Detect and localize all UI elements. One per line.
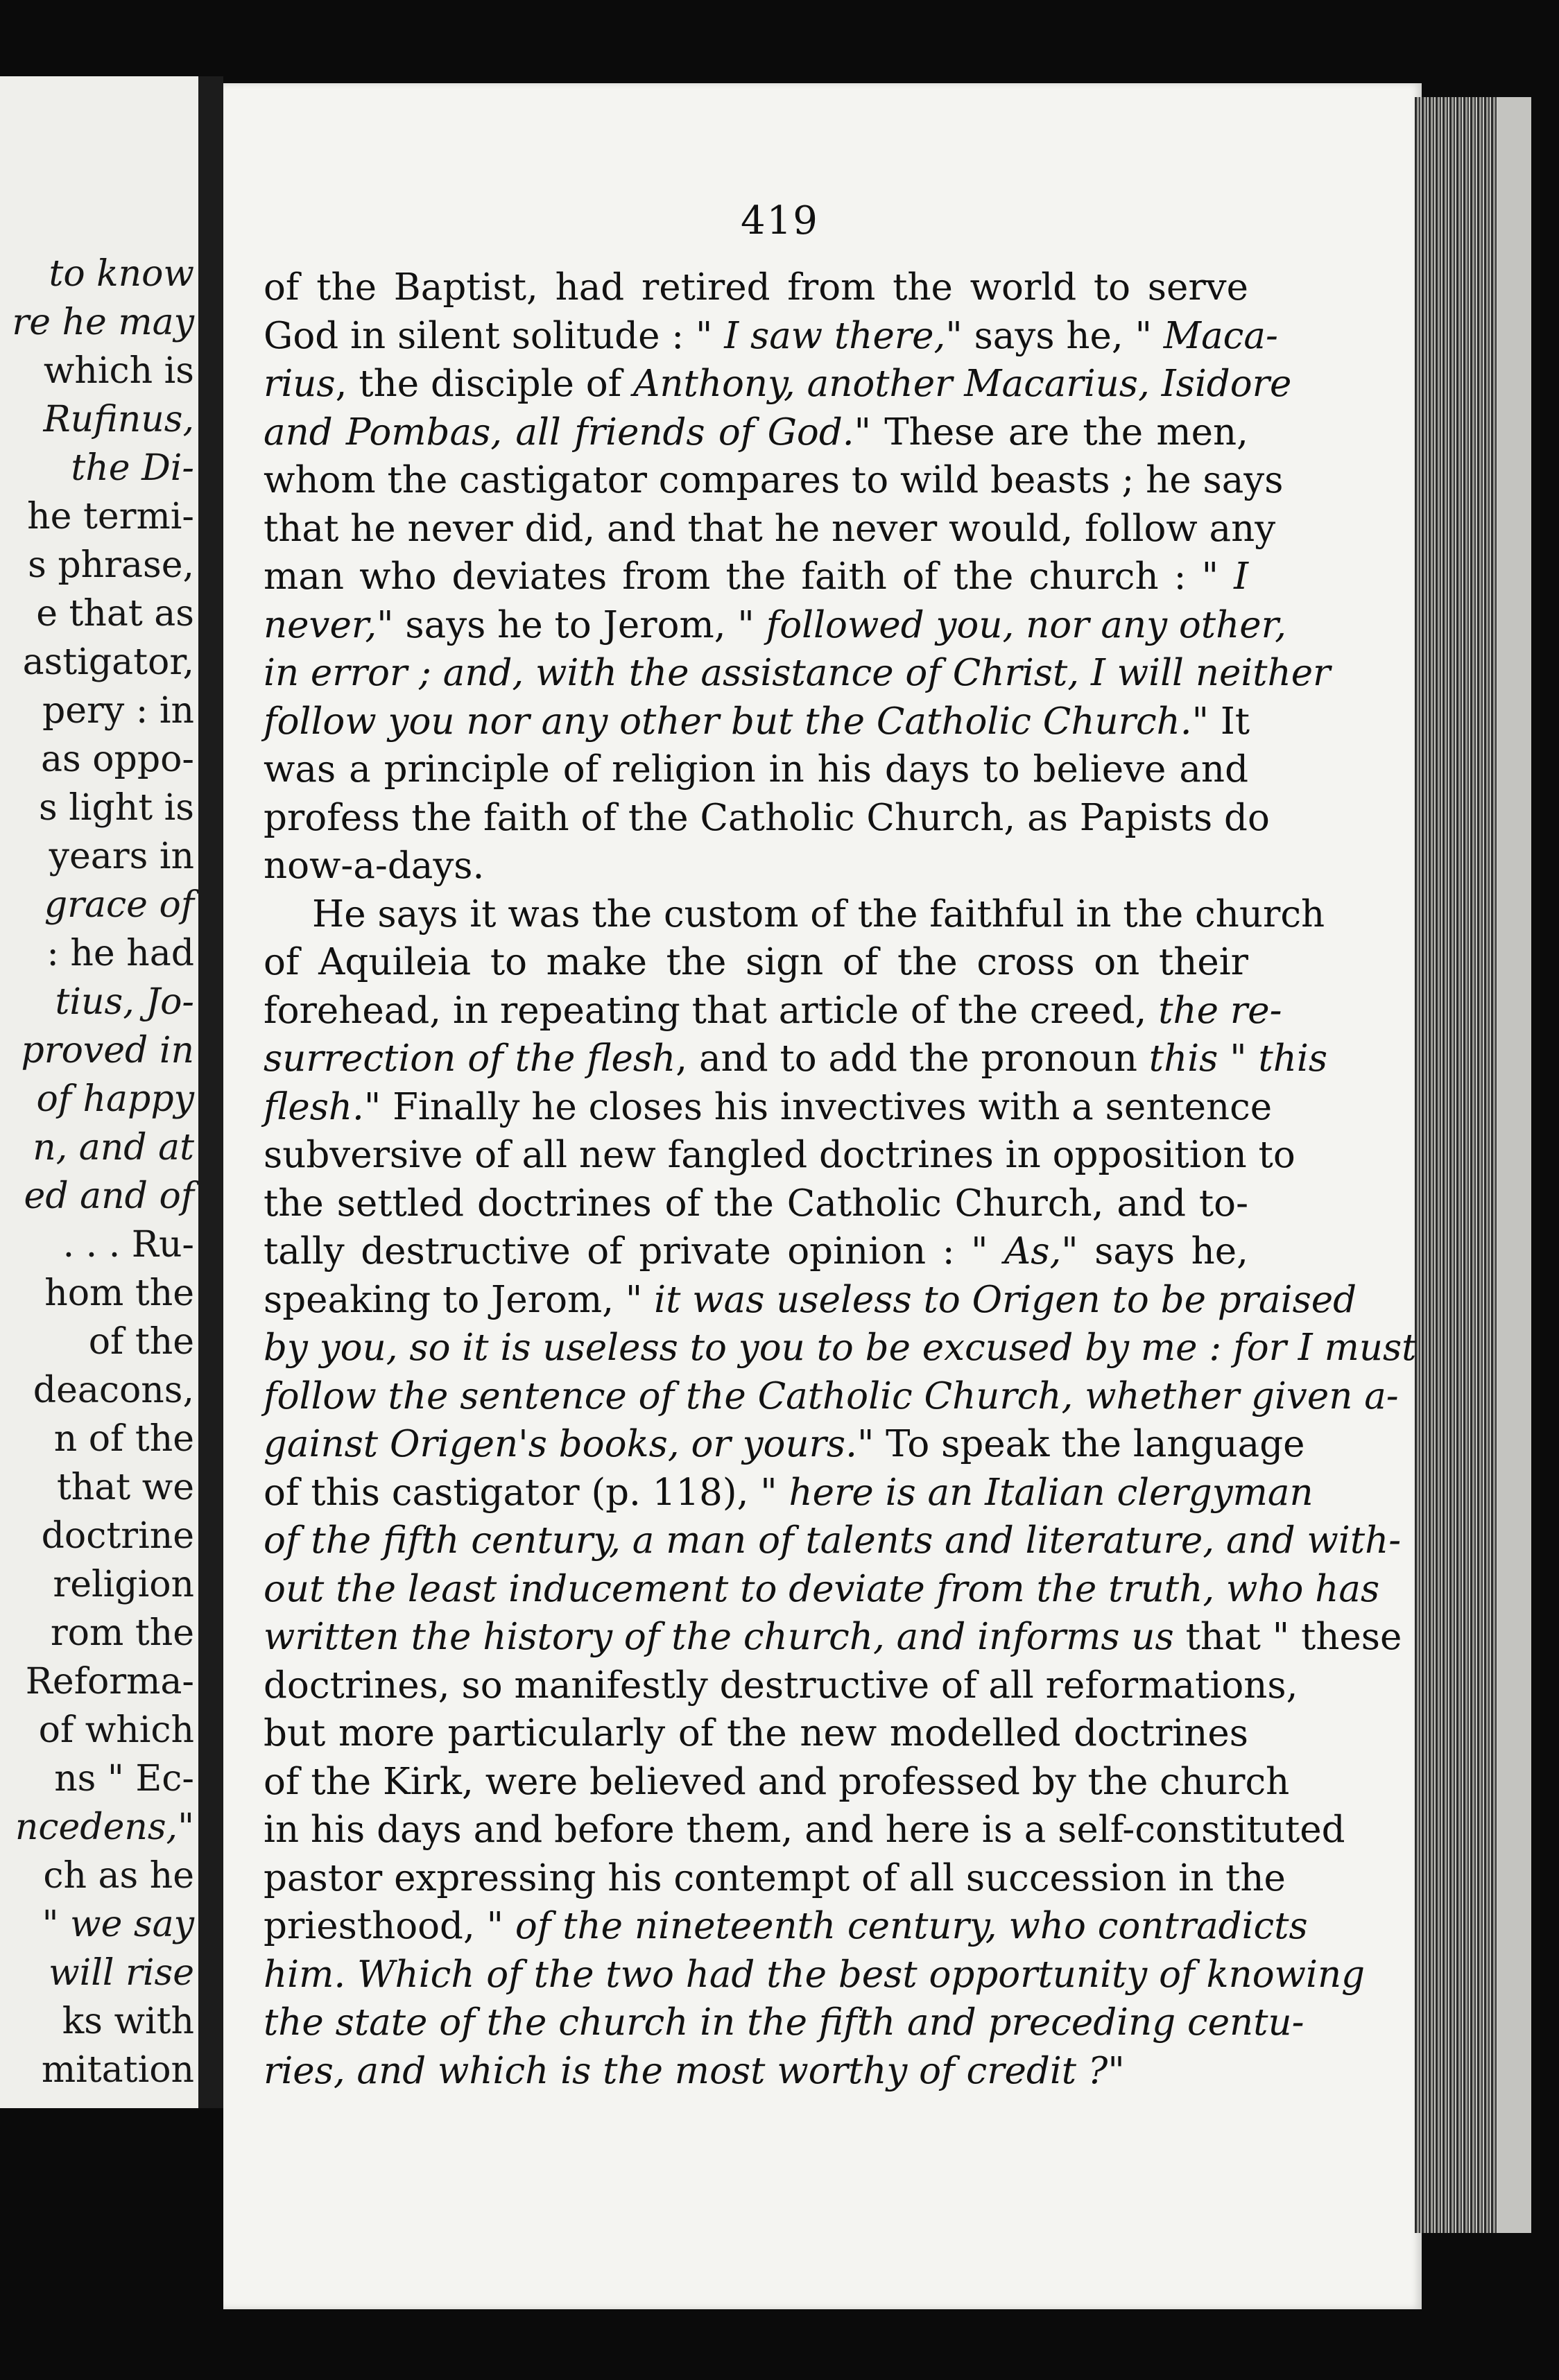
- roman-text: " says he to Jerom, ": [377, 603, 766, 646]
- text-line: [264, 1083, 1273, 1132]
- roman-text: tally destructive of private opinion : ": [264, 1230, 1004, 1273]
- left-page-line-text: years in: [49, 836, 194, 877]
- text-line: [264, 987, 1282, 1035]
- roman-text: ": [1218, 1037, 1259, 1080]
- left-page-line: [33, 1366, 194, 1415]
- left-page-line-text: re he may: [12, 302, 194, 343]
- book-gutter: [198, 76, 223, 2108]
- left-page-line: [36, 1075, 194, 1123]
- text-line: [264, 698, 1248, 746]
- left-page-line-text: ncedens,": [15, 1806, 194, 1848]
- left-page-line: [27, 492, 194, 541]
- roman-text: " It: [1191, 700, 1250, 743]
- left-page-line-text: hom the: [44, 1273, 194, 1314]
- text-line: [264, 649, 1331, 698]
- italic-text: it was useless to Origen to be praised: [654, 1278, 1357, 1321]
- left-page-line: [63, 1221, 194, 1269]
- text-line: [264, 1902, 1308, 1951]
- italic-text: Maca-: [1163, 314, 1278, 357]
- left-page-line-text: of the: [88, 1321, 194, 1363]
- roman-text: but more particularly of the new modelled doctrines: [264, 1712, 1248, 1754]
- left-page-line: [21, 1026, 194, 1075]
- roman-text: priesthood, ": [264, 1905, 515, 1947]
- text-line: [264, 505, 1276, 553]
- roman-text: of the Kirk, were believed and professed by the church: [264, 1760, 1290, 1803]
- left-page-line-text: proved in: [21, 1030, 194, 1071]
- italic-text: gainst Origen's books, or yours.: [264, 1423, 857, 1465]
- roman-text: , and to add the pronoun: [675, 1037, 1149, 1080]
- left-page-line: [39, 1706, 194, 1754]
- left-page-line: [44, 881, 194, 929]
- text-line: [264, 1180, 1248, 1228]
- left-page-line: [36, 589, 194, 638]
- italic-text: the state of the church in the fifth and preceding centu-: [264, 2001, 1304, 2044]
- text-line: [264, 1999, 1304, 2047]
- italic-text: follow you nor any other but the Catholic Church.: [264, 700, 1192, 743]
- left-page-line: [51, 1609, 194, 1657]
- text-line: [264, 1709, 1248, 1758]
- roman-text: of the Baptist, had retired from the world to serve: [264, 266, 1248, 309]
- italic-text: follow the sentence of the Catholic Church, whether given a-: [264, 1374, 1399, 1417]
- left-page-line-text: of happy: [36, 1078, 194, 1120]
- left-page-line: [49, 832, 194, 881]
- text-line: [264, 1324, 1417, 1372]
- roman-text: forehead, in repeating that article of the creed,: [264, 989, 1159, 1032]
- left-page-line: [43, 1852, 194, 1900]
- italic-text: this: [1148, 1037, 1218, 1080]
- roman-text: in his days and before them, and here is a self-constituted: [264, 1809, 1345, 1851]
- left-page-line-text: the Di-: [71, 447, 194, 489]
- left-page-line-text: . . . Ru-: [62, 1224, 194, 1266]
- text-line: [264, 1517, 1402, 1565]
- roman-text: that he never did, and that he never would, follow any: [264, 507, 1276, 550]
- left-page-line-text: n of the: [53, 1418, 194, 1460]
- left-page-line: [39, 784, 194, 832]
- left-page-line: [42, 1512, 194, 1560]
- left-page-line-text: tius, Jo-: [55, 981, 194, 1023]
- left-page-line-text: to know: [49, 253, 194, 295]
- text-line: [264, 1469, 1313, 1517]
- italic-text: I saw there,: [724, 314, 946, 357]
- roman-text: of this castigator (p. 118), ": [264, 1471, 789, 1514]
- italic-text: As,: [1004, 1230, 1062, 1273]
- text-line: [264, 1565, 1380, 1614]
- left-page-line: [46, 929, 194, 978]
- text-line: [264, 1662, 1298, 1710]
- page-number: 419: [741, 198, 819, 243]
- left-page-line-text: mitation: [41, 2049, 194, 2091]
- left-page-line: [57, 1463, 194, 1512]
- text-line: [264, 360, 1292, 408]
- left-page-line-text: ed and of: [24, 1175, 194, 1217]
- left-page-line-text: will rise: [49, 1952, 194, 1994]
- left-page-line: [71, 444, 194, 492]
- left-page-line-text: ks with: [62, 2001, 194, 2042]
- left-page-line: [49, 1949, 194, 1997]
- left-page-line: [43, 395, 194, 444]
- left-page-line: [53, 1560, 194, 1609]
- text-line: [264, 553, 1248, 601]
- italic-text: out the least inducement to deviate from the truth, who has: [264, 1567, 1380, 1610]
- italic-text: the re-: [1158, 989, 1282, 1032]
- page-edges-cap: [1498, 97, 1531, 2233]
- roman-text: speaking to Jerom, ": [264, 1278, 655, 1321]
- text-line: [264, 890, 1325, 939]
- left-page-line: [42, 1900, 194, 1949]
- left-page-line-text: " we say: [42, 1904, 194, 1945]
- text-line: [264, 456, 1284, 505]
- left-page-line-text: that we: [56, 1467, 194, 1508]
- text-line: [264, 1613, 1402, 1662]
- roman-text: doctrines, so manifestly destructive of all reformations,: [264, 1664, 1298, 1707]
- text-line: [264, 1131, 1295, 1180]
- left-page-line-text: s light is: [39, 787, 194, 829]
- italic-text: rius: [264, 363, 336, 405]
- left-page-line: [54, 1754, 194, 1803]
- roman-text: , the disciple of: [335, 363, 634, 405]
- left-page-line-text: s phrase,: [28, 544, 194, 586]
- roman-text: pastor expressing his contempt of all succession in the: [264, 1856, 1286, 1899]
- left-page-line: [28, 541, 194, 589]
- italic-text: I: [1234, 555, 1248, 598]
- left-page-line-text: e that as: [36, 593, 194, 635]
- left-page-line: [44, 347, 194, 395]
- italic-text: of the fifth century, a man of talents and literature, and with-: [264, 1519, 1402, 1562]
- roman-text: profess the faith of the Catholic Church, as Papists do: [264, 796, 1270, 839]
- italic-text: this: [1258, 1037, 1328, 1080]
- roman-text: " says he,: [1061, 1230, 1248, 1273]
- italic-text: never,: [264, 603, 377, 646]
- roman-text: whom the castigator compares to wild beasts ; he says: [264, 459, 1284, 501]
- roman-text: subversive of all new fangled doctrines in opposition to: [264, 1134, 1295, 1176]
- previous-page-fragment: [0, 76, 198, 2108]
- left-page-line: [44, 1269, 194, 1318]
- text-line: [264, 1227, 1248, 1276]
- text-line: [264, 745, 1248, 794]
- text-line: [264, 1035, 1328, 1083]
- text-line: [264, 1372, 1399, 1421]
- left-page-line-text: pery : in: [42, 690, 194, 732]
- roman-text: man who deviates from the faith of the church : ": [264, 555, 1234, 598]
- left-page-line: [42, 2046, 194, 2094]
- left-page-line: [15, 1803, 194, 1852]
- left-page-line: [62, 1997, 194, 2046]
- left-page-line: [89, 1318, 194, 1366]
- left-page-line-text: : he had: [46, 933, 194, 974]
- italic-text: ries, and which is the most worthy of credit ?: [264, 2049, 1108, 2092]
- left-page-line-text: he termi-: [27, 496, 194, 537]
- left-page-line-text: grace of: [44, 884, 194, 926]
- left-page-line-text: astigator,: [22, 641, 194, 683]
- text-line: [264, 312, 1278, 361]
- text-line: [264, 1758, 1290, 1806]
- roman-text: of Aquileia to make the sign of the cross on their: [264, 941, 1248, 983]
- left-page-line-text: rom the: [50, 1612, 194, 1654]
- roman-text: " Finally he closes his invectives with a sentence: [363, 1085, 1273, 1128]
- text-line: [264, 842, 1248, 890]
- text-line: [264, 794, 1270, 843]
- italic-text: of the nineteenth century, who contradicts: [515, 1905, 1308, 1947]
- italic-text: and Pombas, all friends of God.: [264, 411, 854, 454]
- left-page-line: [24, 1172, 194, 1221]
- left-page-line: [12, 298, 194, 347]
- italic-text: flesh.: [264, 1085, 364, 1128]
- text-line: [264, 938, 1248, 987]
- left-page-line: [54, 1415, 194, 1463]
- text-line: [264, 1420, 1305, 1469]
- text-line: [264, 2047, 1248, 2096]
- left-page-line: [41, 735, 194, 784]
- body-text: [264, 264, 1417, 2095]
- text-line: [264, 1806, 1345, 1854]
- roman-text: was a principle of religion in his days to believe and: [264, 748, 1248, 791]
- left-page-line-text: ch as he: [43, 1855, 194, 1897]
- left-page-line-text: deacons,: [33, 1370, 194, 1411]
- roman-text: He says it was the custom of the faithful in the church: [312, 892, 1325, 935]
- left-page-line-text: which is: [43, 350, 194, 392]
- roman-text: " says he, ": [945, 314, 1164, 357]
- left-page-line-text: as oppo-: [41, 739, 194, 780]
- roman-text: that " these: [1173, 1616, 1402, 1658]
- left-page-line: [55, 978, 194, 1026]
- italic-text: by you, so it is useless to you to be excused by me : for I must: [264, 1327, 1417, 1369]
- roman-text: God in silent solitude : ": [264, 314, 725, 357]
- italic-text: him. Which of the two had the best opportunity of knowing: [264, 1953, 1366, 1996]
- italic-text: surrection of the flesh: [264, 1037, 676, 1080]
- text-line: [264, 1854, 1286, 1903]
- left-page-line: [49, 250, 194, 298]
- left-page-line: [26, 1657, 194, 1706]
- left-page-line-text: doctrine: [41, 1515, 194, 1557]
- roman-text: the settled doctrines of the Catholic Church, and to-: [264, 1182, 1248, 1225]
- roman-text: ": [1108, 2049, 1125, 2092]
- italic-text: followed you, nor any other,: [766, 603, 1286, 646]
- italic-text: in error ; and, with the assistance of Christ, I will neither: [264, 652, 1331, 694]
- text-line: [264, 264, 1248, 312]
- left-page-line-text: n, and at: [33, 1127, 194, 1169]
- roman-text: " These are the men,: [854, 411, 1248, 454]
- left-page-line-text: religion: [53, 1564, 194, 1605]
- roman-text: " To speak the language: [856, 1423, 1305, 1465]
- left-page-line-text: ns " Ec-: [54, 1758, 194, 1800]
- text-line: [264, 1951, 1366, 1999]
- text-line: [264, 601, 1286, 650]
- left-page-line-text: Rufinus,: [43, 399, 194, 440]
- roman-text: now-a-days.: [264, 845, 485, 887]
- left-page-line-text: Reforma-: [25, 1661, 194, 1702]
- left-page-line: [33, 1123, 194, 1172]
- italic-text: written the history of the church, and informs us: [264, 1616, 1174, 1658]
- text-line: [264, 1276, 1357, 1325]
- left-page-line: [42, 687, 194, 735]
- italic-text: here is an Italian clergyman: [789, 1471, 1313, 1514]
- text-line: [264, 408, 1248, 457]
- italic-text: Anthony, another Macarius, Isidore: [633, 363, 1292, 405]
- left-page-line: [23, 638, 194, 687]
- left-page-line-text: of which: [38, 1709, 194, 1751]
